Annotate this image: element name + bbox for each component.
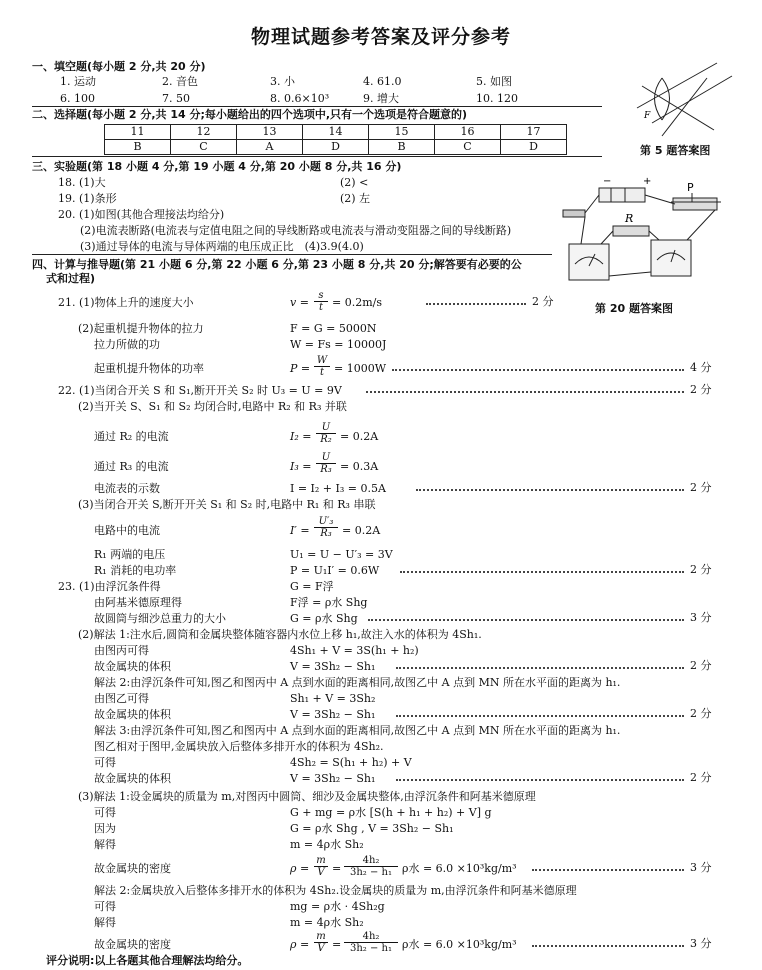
q23-formula-18-lhs: ρ = bbox=[290, 862, 310, 875]
section-2-heading: 二、选择题(每小题 2 分,共 14 分;每小题给出的四个选项中,只有一个选项是符合题意的) bbox=[32, 108, 468, 121]
q23-formula-8: Sh₁ + V = 3Sh₂ bbox=[290, 692, 376, 705]
q23-line-10: 解法 3:由浮沉条件可知,图乙和图丙中 A 点到水面的距离相同,故图乙中 A 点到 MN 所在水平面的距离为 h₁. bbox=[94, 724, 621, 737]
score-leader bbox=[366, 391, 684, 393]
answer-10: 10. 120 bbox=[476, 92, 518, 105]
choice-answer-table bbox=[104, 124, 567, 155]
q23-line-12: 可得 bbox=[94, 756, 116, 769]
q21-line-1: 21. (1)物体上升的速度大小 bbox=[58, 296, 194, 309]
answer-9: 9. 增大 bbox=[363, 92, 399, 105]
q23-formula-18-eq: = bbox=[332, 862, 342, 875]
answer-19-1: 19. (1)条形 bbox=[58, 192, 117, 205]
q23-formula-16: G = ρ水 Shg , V = 3Sh₂ − Sh₁ bbox=[290, 822, 454, 835]
battery-plus-label: + bbox=[643, 176, 652, 187]
answer-6: 6. 100 bbox=[60, 92, 95, 105]
score-leader bbox=[396, 715, 684, 717]
q21-formula-3: W = Fs = 10000J bbox=[290, 338, 387, 351]
table-cell: 14 bbox=[303, 125, 369, 140]
q23-fraction-22a bbox=[314, 931, 328, 954]
denominator: t bbox=[319, 367, 325, 378]
denominator: R₂ bbox=[320, 434, 332, 445]
q23-formula-13: V = 3Sh₂ − Sh₁ bbox=[290, 772, 376, 785]
table-cell: 15 bbox=[369, 125, 435, 140]
table-cell: 13 bbox=[237, 125, 303, 140]
q22-fraction-7 bbox=[314, 516, 338, 539]
q22-line-5: 电流表的示数 bbox=[94, 482, 160, 495]
answer-2: 2. 音色 bbox=[162, 75, 198, 88]
q22-formula-7-lhs: I′ = bbox=[290, 524, 310, 537]
answer-20-3: (3)通过导体的电流与导体两端的电压成正比 (4)3.9(4.0) bbox=[80, 240, 364, 253]
section-4-heading: 四、计算与推导题(第 21 小题 6 分,第 22 小题 6 分,第 23 小题 8 分,共 20 分;解答要有必要的公 bbox=[32, 258, 522, 271]
score-leader bbox=[368, 619, 684, 621]
q22-fraction-3 bbox=[316, 422, 336, 445]
q21-score-2: 4 分 bbox=[690, 361, 712, 374]
table-cell: D bbox=[501, 140, 567, 155]
denominator: t bbox=[318, 302, 324, 313]
q23-formula-2: F浮 = ρ水 Shg bbox=[290, 596, 368, 609]
q22-line-4: 通过 R₃ 的电流 bbox=[94, 460, 169, 473]
q23-line-22: 故金属块的密度 bbox=[94, 938, 171, 951]
q22-formula-9: P = U₁I′ = 0.6W bbox=[290, 564, 380, 577]
q23-formula-22-lhs: ρ = bbox=[290, 938, 310, 951]
numerator: U bbox=[316, 422, 336, 434]
rheostat-slider-label: P bbox=[687, 181, 694, 194]
q23-line-6: 故金属块的体积 bbox=[94, 660, 171, 673]
answer-20-2: (2)电流表断路(电流表与定值电阻之间的导线断路或电流表与滑动变阻器之间的导线断路) bbox=[80, 224, 512, 237]
numerator: 4h₂ bbox=[344, 855, 398, 867]
numerator: U′₃ bbox=[314, 516, 338, 528]
focal-point-label: F bbox=[644, 111, 651, 121]
denominator: R₃ bbox=[320, 464, 332, 475]
table-cell: C bbox=[435, 140, 501, 155]
answer-20-1: 20. (1)如图(其他合理接法均给分) bbox=[58, 208, 225, 221]
scoring-note: 评分说明:以上各题其他合理解法均给分。 bbox=[46, 954, 249, 967]
q23-score-3: 2 分 bbox=[690, 707, 712, 720]
q22-line-6: (3)当闭合开关 S,断开开关 S₁ 和 S₂ 时,电路中 R₁ 和 R₃ 串联 bbox=[78, 498, 376, 511]
table-cell: B bbox=[105, 140, 171, 155]
q22-line-8: R₁ 两端的电压 bbox=[94, 548, 166, 561]
q23-line-8: 由图乙可得 bbox=[94, 692, 149, 705]
table-cell: D bbox=[303, 140, 369, 155]
section-1-heading: 一、填空题(每小题 2 分,共 20 分) bbox=[32, 60, 206, 73]
answer-19-2: (2) 左 bbox=[340, 192, 371, 205]
figure-5-lens-diagram bbox=[632, 58, 742, 140]
score-leader bbox=[400, 571, 684, 573]
q22-line-1: 22. (1)当闭合开关 S 和 S₁,断开开关 S₂ 时 U₃ = U = 9V bbox=[58, 384, 342, 397]
score-leader bbox=[426, 303, 526, 305]
numerator: 4h₂ bbox=[344, 931, 398, 943]
q23-formula-9: V = 3Sh₂ − Sh₁ bbox=[290, 708, 376, 721]
q23-formula-17: m = 4ρ水 Sh₂ bbox=[290, 838, 364, 851]
battery-minus-label: − bbox=[603, 176, 612, 187]
score-leader bbox=[532, 869, 684, 871]
q23-score-5: 3 分 bbox=[690, 861, 712, 874]
q23-line-14: (3)解法 1:设金属块的质量为 m,对图丙中圆筒、细沙及金属块整体,由浮沉条件和阿基米德原理 bbox=[78, 790, 536, 803]
table-row-answers bbox=[105, 140, 567, 155]
q21-formula-4-rhs: = 1000W bbox=[334, 362, 387, 375]
q23-score-2: 2 分 bbox=[690, 659, 712, 672]
q23-formula-5: 4Sh₁ + V = 3S(h₁ + h₂) bbox=[290, 644, 419, 657]
numerator: U bbox=[316, 452, 336, 464]
page-title: 物理试题参考答案及评分参考 bbox=[250, 26, 511, 48]
q21-formula-4-lhs: P = bbox=[290, 362, 311, 375]
q23-fraction-22b bbox=[344, 931, 398, 954]
section-4-heading-cont: 式和过程) bbox=[46, 272, 96, 285]
denominator: V bbox=[317, 867, 325, 878]
q21-fraction-4 bbox=[314, 355, 330, 378]
score-leader bbox=[416, 489, 684, 491]
q23-line-15: 可得 bbox=[94, 806, 116, 819]
numerator: W bbox=[314, 355, 330, 367]
q23-line-7: 解法 2:由浮沉条件可知,图乙和图丙中 A 点到水面的距离相同,故图乙中 A 点到 MN 所在水平面的距离为 h₁. bbox=[94, 676, 621, 689]
q22-formula-7-rhs: = 0.2A bbox=[342, 524, 381, 537]
q22-formula-3-lhs: I₂ = bbox=[290, 430, 312, 443]
q23-formula-15: G + mg = ρ水 [S(h + h₁ + h₂) + V] g bbox=[290, 806, 492, 819]
q23-fraction-18a bbox=[314, 855, 328, 878]
q23-formula-6: V = 3Sh₂ − Sh₁ bbox=[290, 660, 376, 673]
q23-formula-21: m = 4ρ水 Sh₂ bbox=[290, 916, 364, 929]
q22-formula-8: U₁ = U − U′₃ = 3V bbox=[290, 548, 393, 561]
q23-fraction-18b bbox=[344, 855, 398, 878]
table-cell: 11 bbox=[105, 125, 171, 140]
section-3-heading: 三、实验题(第 18 小题 4 分,第 19 小题 4 分,第 20 小题 8 分,共 16 分) bbox=[32, 160, 402, 173]
table-row-question-numbers bbox=[105, 125, 567, 140]
q21-formula-2: F = G = 5000N bbox=[290, 322, 377, 335]
numerator: m bbox=[314, 855, 328, 867]
q22-score-1: 2 分 bbox=[690, 383, 712, 396]
q22-formula-3-rhs: = 0.2A bbox=[340, 430, 379, 443]
q21-formula-1-rhs: = 0.2m/s bbox=[332, 296, 382, 309]
q22-fraction-4 bbox=[316, 452, 336, 475]
q23-formula-12: 4Sh₂ = S(h₁ + h₂) + V bbox=[290, 756, 412, 769]
q23-score-4: 2 分 bbox=[690, 771, 712, 784]
q21-fraction-1 bbox=[314, 290, 328, 313]
divider bbox=[32, 156, 602, 157]
q23-line-1: 23. (1)由浮沉条件得 bbox=[58, 580, 161, 593]
score-leader bbox=[396, 667, 684, 669]
q22-formula-4-lhs: I₃ = bbox=[290, 460, 312, 473]
answer-18-2: (2) < bbox=[340, 176, 369, 189]
resistor-label: R bbox=[625, 212, 634, 225]
answer-4: 4. 61.0 bbox=[363, 75, 402, 88]
q22-formula-5: I = I₂ + I₃ = 0.5A bbox=[290, 482, 386, 495]
figure-5-caption: 第 5 题答案图 bbox=[640, 144, 711, 157]
q23-line-13: 故金属块的体积 bbox=[94, 772, 171, 785]
q23-line-18: 故金属块的密度 bbox=[94, 862, 171, 875]
q22-score-2: 2 分 bbox=[690, 481, 712, 494]
q23-line-20: 可得 bbox=[94, 900, 116, 913]
q22-line-7: 电路中的电流 bbox=[94, 524, 160, 537]
answer-18-1: 18. (1)大 bbox=[58, 176, 106, 189]
table-cell: 16 bbox=[435, 125, 501, 140]
q23-formula-18-rhs: ρ水 = 6.0 ×10³kg/m³ bbox=[402, 862, 517, 875]
q23-line-2: 由阿基米德原理得 bbox=[94, 596, 182, 609]
q23-formula-22-eq: = bbox=[332, 938, 342, 951]
answer-7: 7. 50 bbox=[162, 92, 190, 105]
score-leader bbox=[392, 369, 684, 371]
q22-line-2: (2)当开关 S、S₁ 和 S₂ 均闭合时,电路中 R₂ 和 R₃ 并联 bbox=[78, 400, 347, 413]
answer-1: 1. 运动 bbox=[60, 75, 96, 88]
table-cell: A bbox=[237, 140, 303, 155]
figure-20-circuit-diagram bbox=[555, 176, 725, 296]
table-cell: 12 bbox=[171, 125, 237, 140]
denominator: 3h₂ − h₁ bbox=[350, 867, 392, 878]
figure-20-caption: 第 20 题答案图 bbox=[595, 302, 673, 315]
q23-line-5: 由图丙可得 bbox=[94, 644, 149, 657]
q21-formula-1-lhs: v = bbox=[290, 296, 309, 309]
q22-line-9: R₁ 消耗的电功率 bbox=[94, 564, 177, 577]
q23-line-11: 图乙相对于图甲,金属块放入后整体多排开水的体积为 4Sh₂. bbox=[94, 740, 384, 753]
denominator: R₃ bbox=[320, 528, 332, 539]
q21-score-1: 2 分 bbox=[532, 295, 554, 308]
score-leader bbox=[396, 779, 684, 781]
q23-formula-3: G = ρ水 Shg bbox=[290, 612, 358, 625]
q23-formula-1: G = F浮 bbox=[290, 580, 334, 593]
q23-score-1: 3 分 bbox=[690, 611, 712, 624]
denominator: 3h₂ − h₁ bbox=[350, 943, 392, 954]
q21-line-2: (2)起重机提升物体的拉力 bbox=[78, 322, 204, 335]
q23-score-6: 3 分 bbox=[690, 937, 712, 950]
table-cell: 17 bbox=[501, 125, 567, 140]
answer-5: 5. 如图 bbox=[476, 75, 512, 88]
answer-3: 3. 小 bbox=[270, 75, 295, 88]
answer-8: 8. 0.6×10³ bbox=[270, 92, 330, 105]
q21-line-3: 拉力所做的功 bbox=[94, 338, 160, 351]
q23-line-3: 故圆筒与细沙总重力的大小 bbox=[94, 612, 226, 625]
q22-formula-4-rhs: = 0.3A bbox=[340, 460, 379, 473]
numerator: s bbox=[314, 290, 328, 302]
q22-line-3: 通过 R₂ 的电流 bbox=[94, 430, 169, 443]
q23-line-4: (2)解法 1:注水后,圆筒和金属块整体随容器内水位上移 h₁,故注入水的体积为 4Sh₁. bbox=[78, 628, 482, 641]
q23-line-17: 解得 bbox=[94, 838, 116, 851]
table-cell: B bbox=[369, 140, 435, 155]
numerator: m bbox=[314, 931, 328, 943]
q23-formula-22-rhs: ρ水 = 6.0 ×10³kg/m³ bbox=[402, 938, 517, 951]
q23-formula-20: mg = ρ水 · 4Sh₂g bbox=[290, 900, 385, 913]
q23-line-16: 因为 bbox=[94, 822, 116, 835]
divider bbox=[32, 106, 602, 107]
score-leader bbox=[532, 945, 684, 947]
q23-line-9: 故金属块的体积 bbox=[94, 708, 171, 721]
denominator: V bbox=[317, 943, 325, 954]
q21-line-4: 起重机提升物体的功率 bbox=[94, 362, 204, 375]
table-cell: C bbox=[171, 140, 237, 155]
q23-line-21: 解得 bbox=[94, 916, 116, 929]
q23-line-19: 解法 2:金属块放入后整体多排开水的体积为 4Sh₂.设金属块的质量为 m,由浮沉条件和阿基米德原理 bbox=[94, 884, 577, 897]
q22-score-3: 2 分 bbox=[690, 563, 712, 576]
divider bbox=[32, 254, 552, 255]
